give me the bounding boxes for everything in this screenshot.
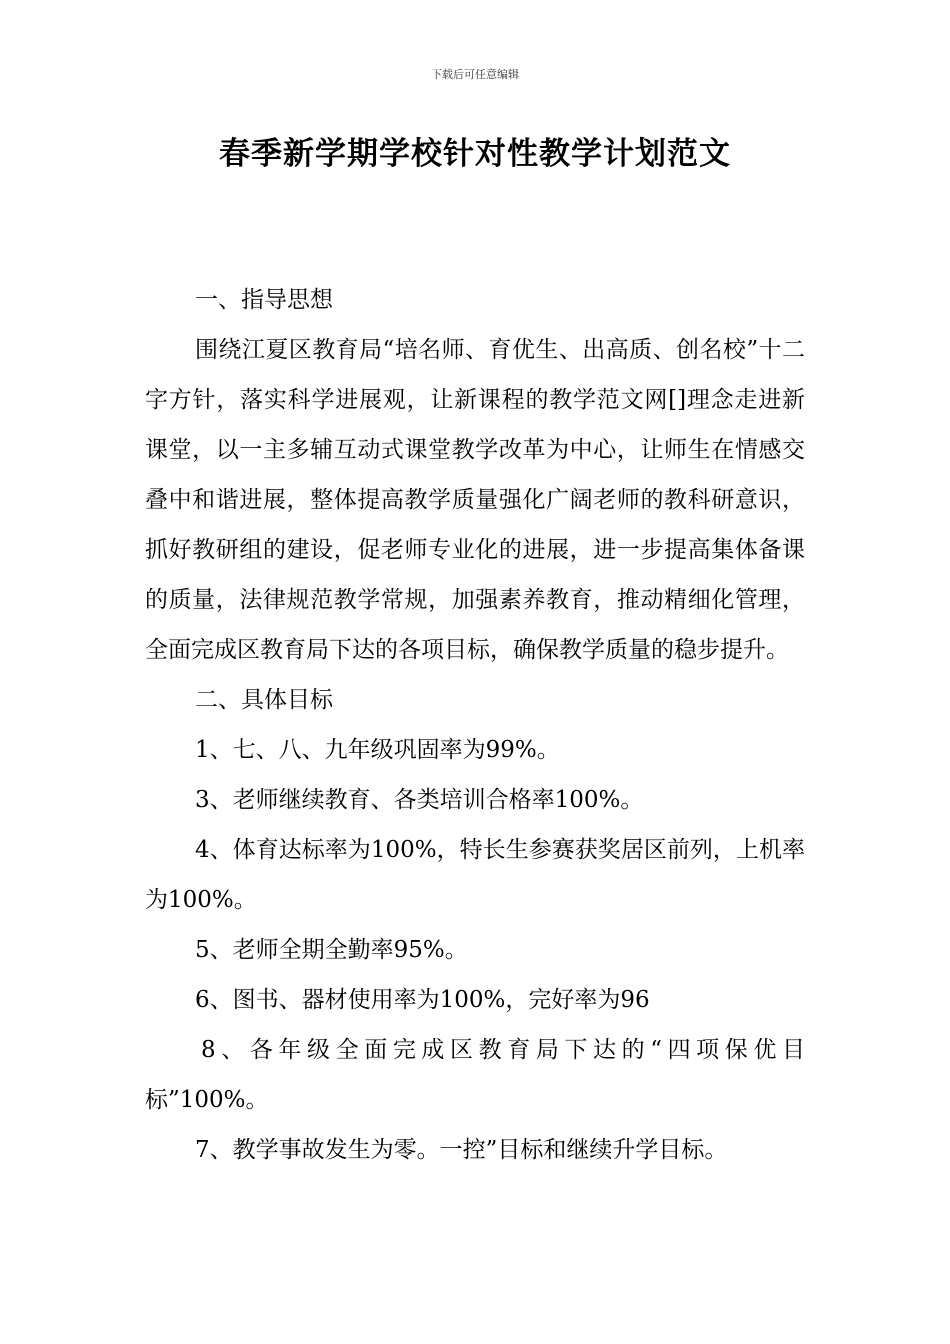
goal-item-5: 5、老师全期全勤率95%。 (195, 937, 468, 963)
goal-item-3: 3、老师继续教育、各类培训合格率100%。 (195, 787, 644, 813)
paragraph-guiding-thought: 围绕江夏区教育局“培名师、育优生、出高质、创名校”十二字方针，落实科学进展观，让新课程的教学范文网[]理念走进新课堂，以一主多辅互动式课堂教学改革为中心，让师生在情感交叠中和谐进展，整体提高教学质量强化广阔老师的教科研意识，抓好教研组的建设，促老师专业化的进展，进一步提高集体备课的质量，法律规范教学常规，加强素养教育，推动精细化管理，全面完成区教育局下达的各项目标，确保教学质量的稳步提升。 (145, 337, 805, 663)
goal-item-1: 1、七、八、九年级巩固率为99%。 (195, 737, 560, 763)
goal-item-7: 7、教学事故发生为零。一控”目标和继续升学目标。 (195, 1137, 728, 1163)
section-heading-guiding-thought: 一、指导思想 (195, 287, 333, 313)
goal-item-8: 8、各年级全面完成区教育局下达的“四项保优目标”100%。 (145, 1037, 805, 1113)
header-note: 下载后可任意编辑 (431, 68, 519, 81)
section-heading-specific-goals: 二、具体目标 (195, 687, 333, 713)
document-title: 春季新学期学校针对性教学计划范文 (219, 136, 731, 172)
goal-item-4: 4、体育达标率为100%，特长生参赛获奖居区前列，上机率为100%。 (145, 837, 805, 913)
goal-item-6: 6、图书、器材使用率为100%，完好率为96 (195, 987, 650, 1013)
document-body (145, 275, 805, 1175)
